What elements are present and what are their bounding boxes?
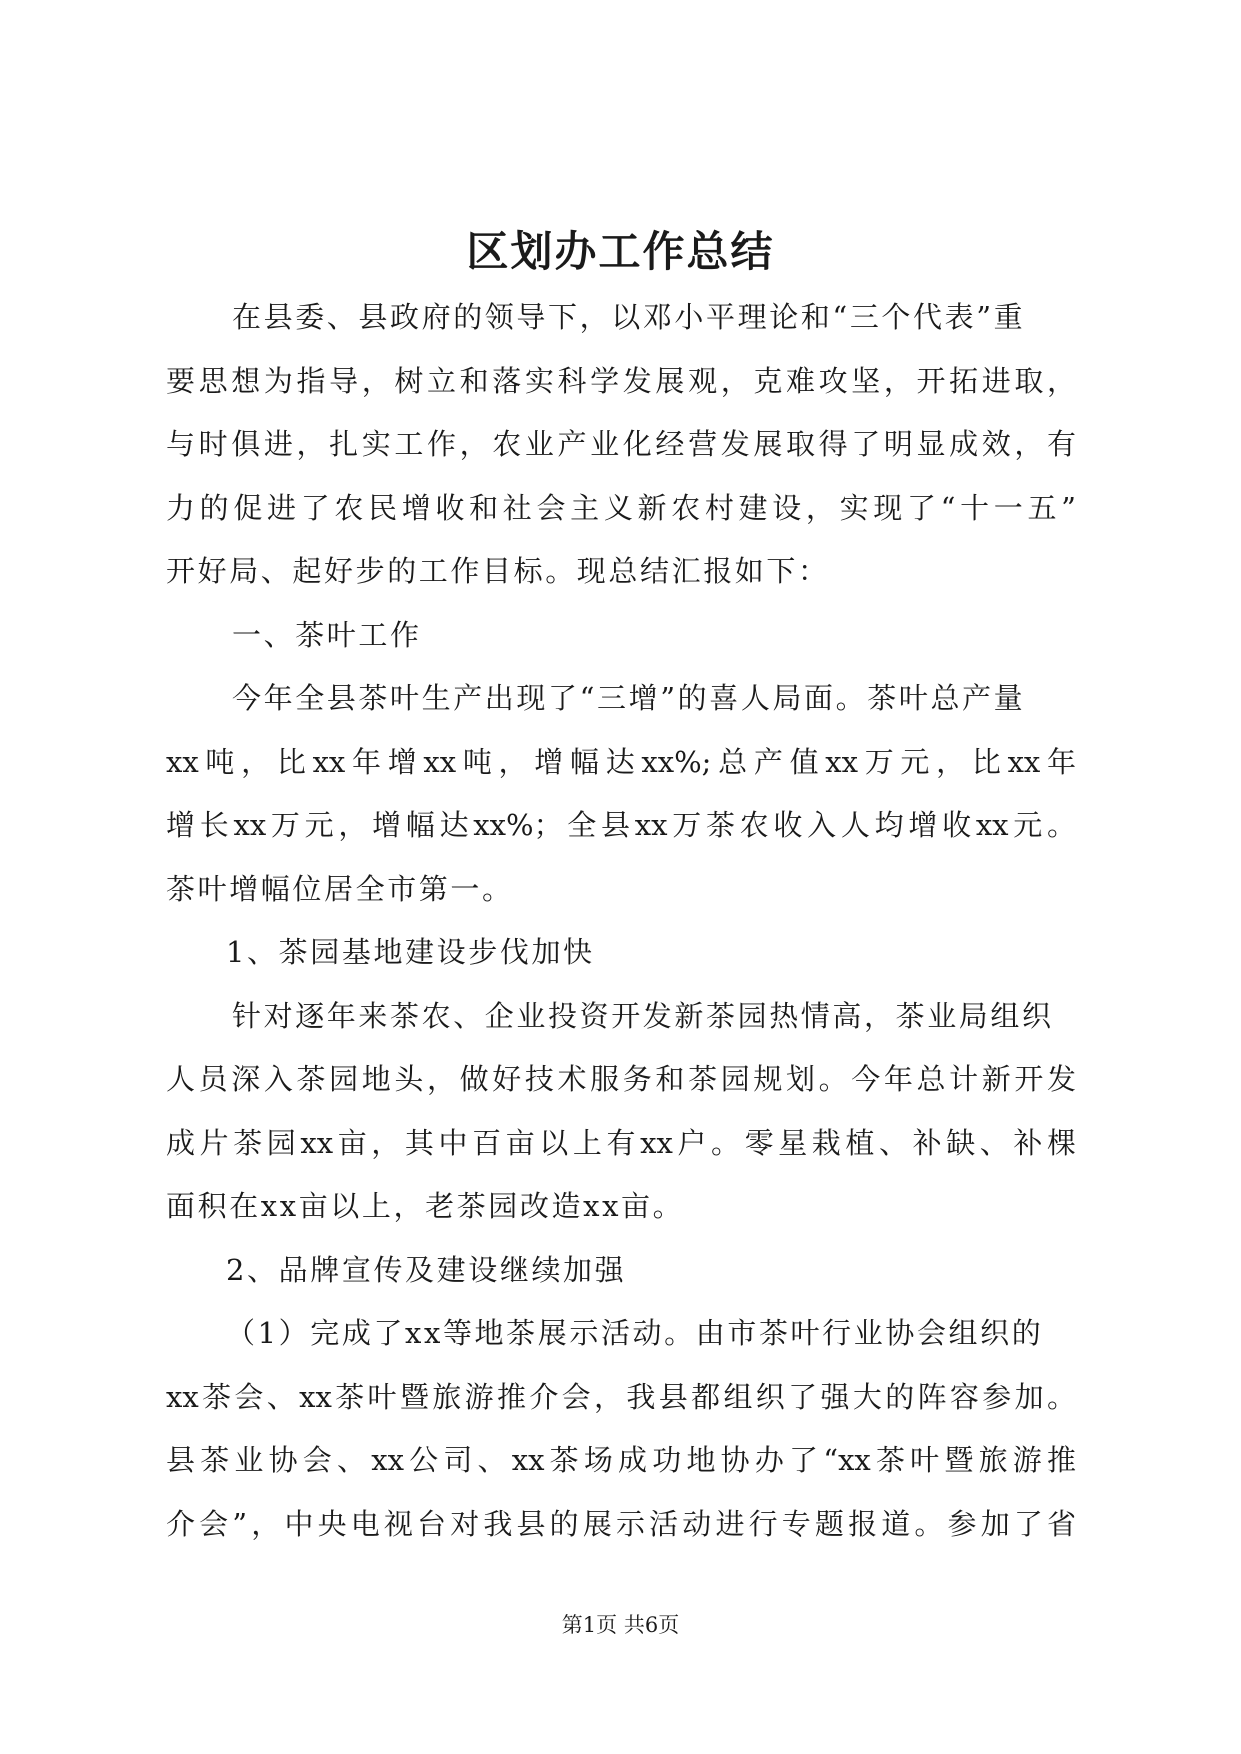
- paragraph-line: 要思想为指导，树立和落实科学发展观，克难攻坚，开拓进取，: [166, 363, 1076, 398]
- paragraph-line: 成片茶园xx亩，其中百亩以上有xx户。零星栽植、补缺、补棵: [166, 1125, 1076, 1160]
- section-heading: 一、茶叶工作: [232, 617, 422, 652]
- paragraph-line: 在县委、县政府的领导下，以邓小平理论和“三个代表”重: [232, 300, 1026, 334]
- document-title: 区划办工作总结: [466, 227, 775, 276]
- paragraph-line: 面积在xx亩以上，老茶园改造xx亩。: [166, 1189, 685, 1223]
- paragraph-line: xx吨，比xx年增xx吨，增幅达xx%;总产值xx万元，比xx年: [166, 744, 1076, 779]
- paragraph-line: 增长xx万元，增幅达xx%；全县xx万茶农收入人均增收xx元。: [166, 808, 1076, 842]
- paragraph-line: 介会”，中央电视台对我县的展示活动进行专题报道。参加了省: [166, 1506, 1076, 1541]
- paragraph-line: 县茶业协会、xx公司、xx茶场成功地协办了“xx茶叶暨旅游推: [166, 1443, 1076, 1477]
- subsection-heading: 1、茶园基地建设步伐加快: [226, 935, 595, 969]
- paragraph-line: 开好局、起好步的工作目标。现总结汇报如下：: [166, 554, 830, 588]
- paragraph-line: 今年全县茶叶生产出现了“三增”的喜人局面。茶叶总产量: [232, 681, 1026, 715]
- subsection-heading: 2、品牌宣传及建设继续加强: [226, 1252, 627, 1287]
- paragraph-line: xx茶会、xx茶叶暨旅游推介会，我县都组织了强大的阵容参加。: [166, 1379, 1076, 1414]
- paragraph-line: 茶叶增幅位居全市第一。: [166, 871, 514, 906]
- paragraph-line: 与时俱进，扎实工作，农业产业化经营发展取得了明显成效，有: [166, 427, 1076, 461]
- paragraph-line: 力的促进了农民增收和社会主义新农村建设，实现了“十一五”: [166, 490, 1076, 525]
- document-body: [166, 286, 1076, 1556]
- paragraph-line: 人员深入茶园地头，做好技术服务和茶园规划。今年总计新开发: [166, 1062, 1076, 1096]
- paragraph-line: （1）完成了xx等地茶展示活动。由市茶叶行业协会组织的: [226, 1316, 1044, 1350]
- paragraph-line: 针对逐年来茶农、企业投资开发新茶园热情高，茶业局组织: [232, 998, 1054, 1033]
- page-number-footer: 第1页 共6页: [561, 1613, 680, 1637]
